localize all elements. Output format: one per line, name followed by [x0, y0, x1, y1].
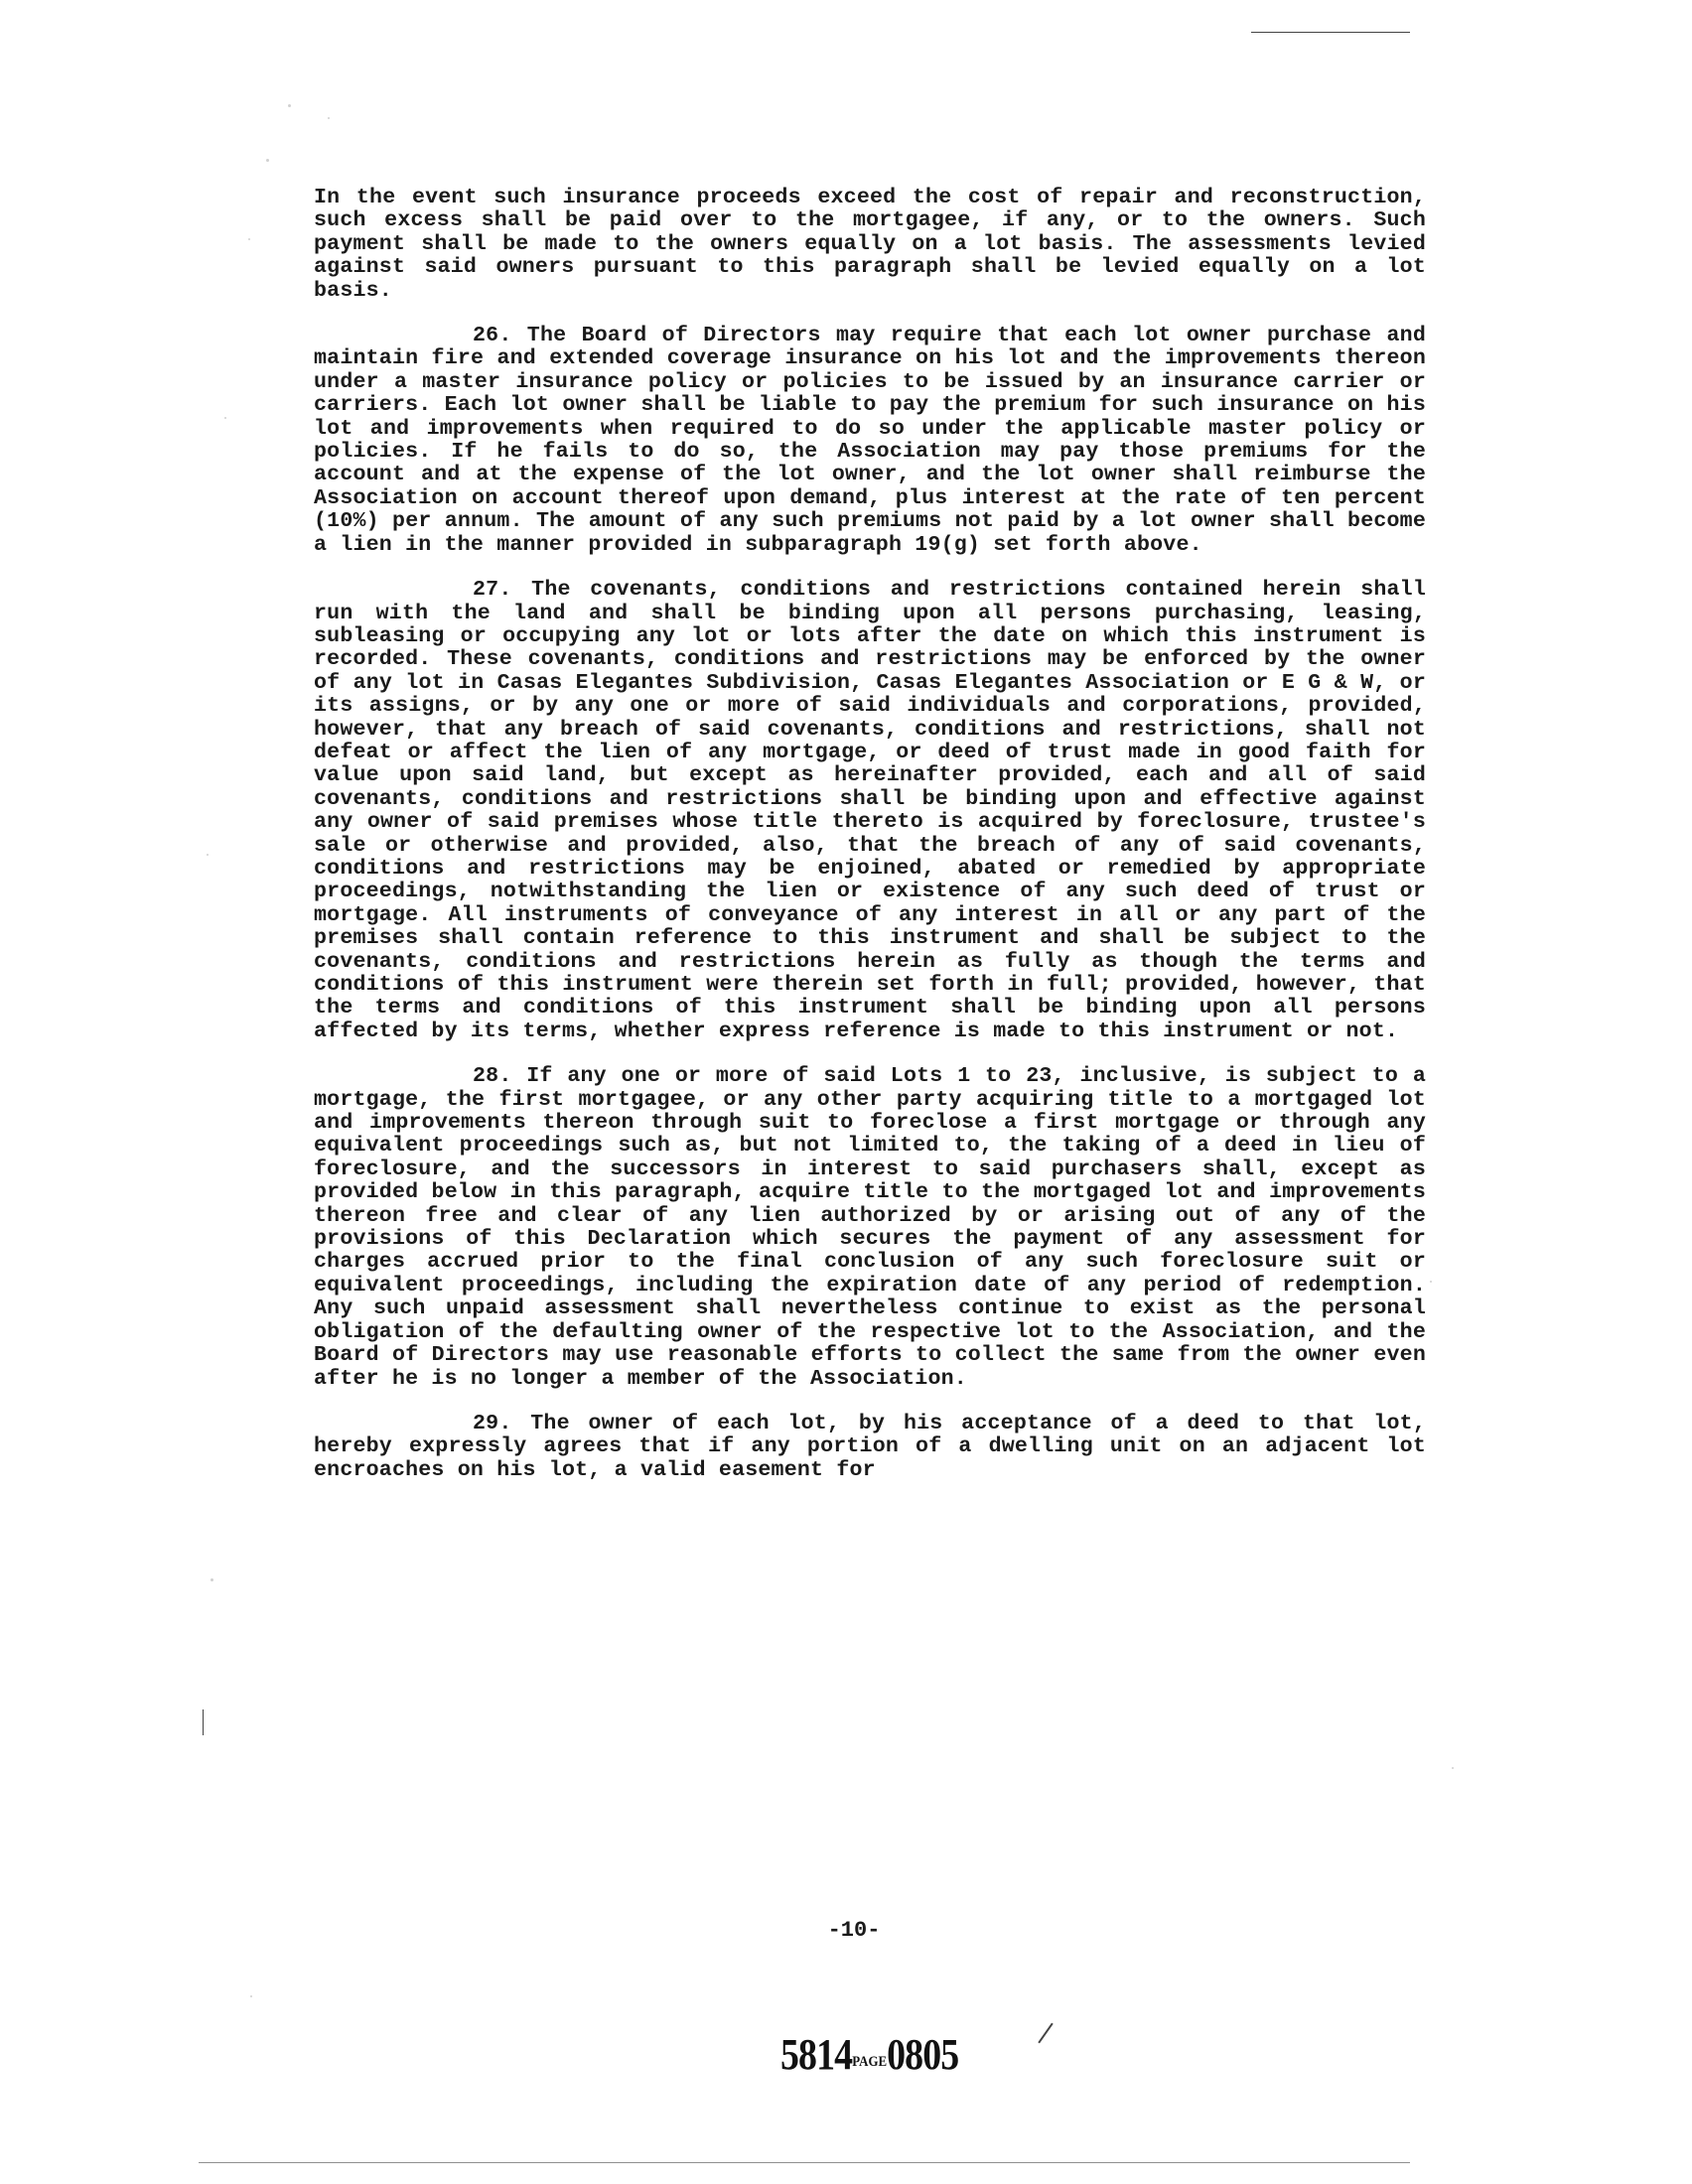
paragraph-number: 26.	[473, 324, 512, 348]
scan-mark-stroke	[1038, 2023, 1053, 2044]
paragraph-28	[314, 1065, 1426, 1391]
scan-speckle	[224, 417, 226, 419]
stamp-page-label: PAGE	[852, 2054, 888, 2070]
scan-mark-left	[203, 1709, 204, 1735]
stamp-page-number: 0805	[887, 2030, 959, 2079]
scan-speckle	[266, 159, 269, 162]
scan-line-top	[1251, 32, 1410, 33]
paragraph-number: 27.	[473, 578, 512, 603]
paragraph-number: 28.	[473, 1064, 512, 1089]
paragraph-26	[314, 325, 1426, 557]
paragraph-29	[314, 1413, 1426, 1482]
page-number: -10-	[827, 1918, 881, 1943]
paragraph-number: 29.	[473, 1411, 512, 1435]
recording-stamp	[780, 2029, 977, 2085]
scan-speckle	[207, 854, 209, 856]
scan-line-bottom	[199, 2162, 1410, 2163]
paragraph-text: The owner of each lot, by his acceptance of a deed to that lot, hereby expressly agrees that if any portion of a dwelling unit on an adjacent lot encroaches on his lot, a valid easement for	[314, 1411, 1426, 1482]
scan-speckle	[248, 238, 250, 240]
paragraph-text: In the event such insurance proceeds exceed the cost of repair and reconstruction, such excess shall be paid over to the mortgagee, if any, or to the owners. Such payment shall be made to the owners equally on a lot basis. The assessments levied against said owners pursuant to this paragraph shall be levied equally on a lot basis.	[314, 186, 1426, 303]
stamp-book-number: 5814	[780, 2030, 853, 2079]
scan-speckle	[250, 1995, 252, 1997]
paragraph-text: The covenants, conditions and restrictions contained herein shall run with the land and shall be binding upon all persons purchasing, leasing, subleasing or occupying any lot or lots after the date on which this instrument is recorded. These covenants, conditions and restrictions may be enforced by the owner of any lot in Casas Elegantes Subdivision, Casas Elegantes Association or E G & W, or its assigns, or by any one or more of said individuals and corporations, provided, however, that any breach of said covenants, conditions and restrictions, shall not defeat or affect the lien of any mortgage, or deed of trust made in good faith for value upon said land, but except as hereinafter provided, each and all of said covenants, conditions and restrictions shall be binding upon and effective against any owner of said premises whose title thereto is acquired by foreclosure, trustee's sale or otherwise and provided, also, that the breach of any of said covenants, conditions and restrictions may be enjoined, abated or remedied by appropriate proceedings, notwithstanding the lien or existence of any such deed of trust or mortgage. All instruments of conveyance of any interest in all or any part of the premises shall contain reference to this instrument and shall be subject to the covenants, conditions and restrictions herein as fully as though the terms and conditions of this instrument were therein set forth in full; provided, however, that the terms and conditions of this instrument shall be binding upon all persons affected by its terms, whether express reference is made to this instrument or not.	[314, 578, 1426, 1043]
scan-speckle	[1430, 1281, 1432, 1283]
scan-speckle	[1452, 1767, 1454, 1769]
scan-speckle	[211, 1578, 213, 1581]
paragraph-27	[314, 579, 1426, 1043]
paragraph-continuation	[314, 187, 1426, 303]
paragraph-text: If any one or more of said Lots 1 to 23, inclusive, is subject to a mortgage, the first mortgagee, or any other party acquiring title to a mortgaged lot and improvements thereon through suit to foreclose a first mortgage or through any equivalent proceedings such as, but not limited to, the taking of a deed in lieu of foreclosure, and the successors in interest to said purchasers shall, except as provided below in this paragraph, acquire title to the mortgaged lot and improvements thereon free and clear of any lien authorized by or arising out of any of the provisions of this Declaration which secures the payment of any assessment for charges accrued prior to the final conclusion of any such foreclosure suit or equivalent proceedings, including the expiration date of any period of redemption. Any such unpaid assessment shall nevertheless continue to exist as the personal obligation of the defaulting owner of the respective lot to the Association, and the Board of Directors may use reasonable efforts to collect the same from the owner even after he is no longer a member of the Association.	[314, 1064, 1426, 1391]
scan-speckle	[288, 104, 291, 107]
scan-speckle	[328, 117, 330, 119]
paragraph-text: The Board of Directors may require that each lot owner purchase and maintain fire and extended coverage insurance on his lot and the improvements thereon under a master insurance policy or policies to be issued by an insurance carrier or carriers. Each lot owner shall be liable to pay the premium for such insurance on his lot and improvements when required to do so under the applicable master policy or policies. If he fails to do so, the Association may pay those premiums for the account and at the expense of the lot owner, and the lot owner shall reimburse the Association on account thereof upon demand, plus interest at the rate of ten percent (10%) per annum. The amount of any such premiums not paid by a lot owner shall become a lien in the manner provided in subparagraph 19(g) set forth above.	[314, 324, 1426, 557]
document-body	[314, 187, 1426, 1482]
